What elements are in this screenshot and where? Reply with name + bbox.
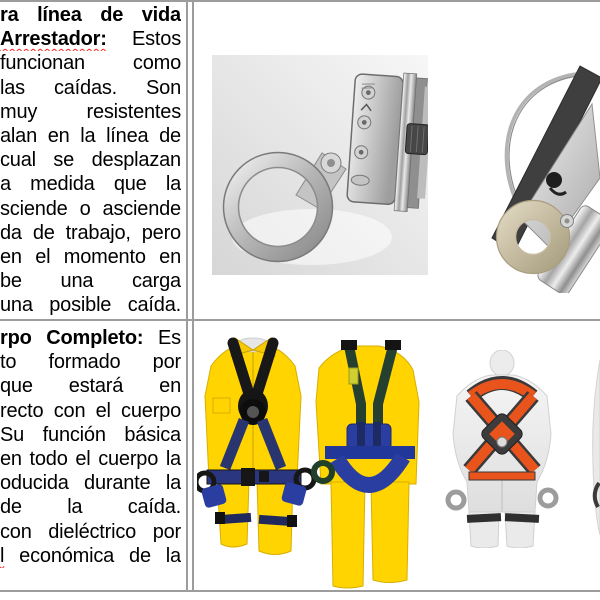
text-line	[0, 172, 181, 196]
text-cell-arrestador	[0, 3, 181, 319]
word: rpo	[0, 327, 32, 349]
word: en	[159, 375, 181, 398]
word: a	[0, 173, 11, 196]
label-tag	[349, 368, 358, 384]
text-line	[0, 269, 181, 293]
word: una	[60, 270, 94, 293]
text-line	[0, 471, 181, 495]
word: dieléctrico	[48, 520, 137, 543]
grab-body	[346, 70, 428, 213]
word: caída.	[127, 496, 181, 519]
table-border-top	[0, 0, 600, 2]
word: caídas.	[53, 76, 118, 99]
word: la	[80, 124, 96, 147]
word: por	[152, 520, 181, 543]
word: ra	[0, 4, 19, 26]
word: posible	[49, 294, 112, 317]
text-line	[0, 3, 181, 27]
word: la	[165, 544, 181, 567]
word: muy	[0, 100, 38, 123]
word: estará	[68, 375, 124, 398]
table-row-divider	[0, 319, 600, 321]
text-line	[0, 399, 181, 423]
word: línea	[37, 4, 82, 26]
word: de	[100, 4, 124, 26]
text-line	[0, 350, 181, 374]
side-loop-left	[448, 492, 464, 508]
figure-harness-orange	[443, 350, 565, 548]
word: la	[67, 496, 83, 519]
text-line	[0, 197, 181, 221]
waist-strap	[469, 472, 535, 480]
figure-harness-yellow	[197, 332, 428, 590]
word: la	[165, 472, 181, 495]
word: que	[113, 173, 147, 196]
mannequin-head	[490, 350, 514, 376]
figure-harness-sliver	[588, 355, 600, 560]
word: da	[0, 221, 22, 244]
word: funcionan	[0, 52, 85, 75]
word: Son	[146, 76, 181, 99]
word: la	[165, 173, 181, 196]
text-line	[0, 221, 181, 245]
beige-ring	[497, 201, 570, 274]
text-line	[0, 495, 181, 519]
shoulder-cap-right	[385, 340, 401, 350]
dorsal-dring	[497, 437, 507, 447]
text-line	[0, 423, 181, 447]
word: oducida	[0, 472, 69, 495]
word: el	[35, 245, 51, 268]
leg-back-left	[331, 482, 365, 588]
word: de	[0, 496, 22, 519]
figure-cable-grab	[480, 58, 600, 293]
word: l	[0, 544, 5, 567]
text-cell-arnes	[0, 326, 181, 572]
mannequin-back	[314, 340, 419, 588]
word: que	[0, 375, 33, 398]
text-line	[0, 544, 181, 568]
word: Su	[0, 423, 25, 446]
text-line	[0, 293, 181, 317]
word: Completo:	[46, 327, 144, 349]
side-loop-right	[540, 490, 556, 506]
figure-rope-grab	[212, 55, 428, 275]
word: be	[0, 270, 22, 293]
text-line	[0, 27, 181, 51]
word: Es	[158, 327, 181, 349]
word: cual	[0, 149, 36, 172]
mannequin-front	[197, 338, 314, 555]
word: trabajo,	[65, 221, 131, 244]
word: de	[129, 544, 151, 567]
word: de	[159, 124, 181, 147]
column-divider-left	[186, 0, 188, 592]
word: caída.	[127, 294, 181, 317]
word: recto	[0, 399, 44, 422]
word: en	[159, 245, 181, 268]
text-line	[0, 520, 181, 544]
shoulder-cap-left	[341, 340, 357, 350]
word: económica	[19, 544, 115, 567]
text-line	[0, 76, 181, 100]
word: asciende	[102, 197, 181, 220]
word: cuerpo	[98, 447, 159, 470]
leg-buckle-right	[287, 515, 297, 527]
word: resistentes	[86, 100, 181, 123]
word: por	[152, 351, 181, 374]
belt-keeper	[259, 471, 269, 482]
leg-back-right	[371, 482, 409, 583]
text-line	[0, 148, 181, 172]
word: el	[95, 399, 111, 422]
word: desplazan	[91, 149, 181, 172]
harness-photo-front-back	[197, 332, 428, 590]
word: to	[0, 351, 17, 374]
word: medida	[30, 173, 95, 196]
word: en	[0, 447, 22, 470]
word: carga	[131, 270, 181, 293]
word: básica	[124, 423, 181, 446]
word: línea	[106, 124, 149, 147]
sliver-mannequin	[593, 360, 600, 535]
text-line	[0, 374, 181, 398]
text-line	[0, 100, 181, 124]
word: en	[47, 124, 70, 147]
chest-ring-inner	[247, 406, 259, 418]
word: pero	[141, 221, 181, 244]
text-line	[0, 245, 181, 269]
text-line	[0, 124, 181, 148]
text-line	[0, 326, 181, 350]
word: de	[32, 221, 55, 244]
harness-photo-orange-back	[443, 350, 565, 548]
cable-grab-photo	[480, 58, 600, 293]
word: cuerpo	[121, 399, 181, 422]
word: función	[42, 423, 106, 446]
word: Estos	[131, 28, 181, 51]
leg-buckle-left	[215, 512, 225, 524]
rope-grab-photo	[212, 55, 428, 275]
word: una	[0, 294, 33, 317]
word: en	[0, 245, 22, 268]
word: el	[75, 447, 91, 470]
grab-pivot-center	[327, 159, 335, 167]
word: como	[132, 52, 181, 75]
table-border-bottom	[0, 590, 600, 592]
word: con	[0, 520, 32, 543]
word: o	[79, 197, 91, 220]
grab-cam	[546, 172, 562, 188]
word: formado	[48, 351, 121, 374]
column-divider-right	[192, 0, 194, 592]
word: vida	[141, 4, 181, 26]
word: durante	[84, 472, 151, 495]
belt-buckle	[241, 468, 255, 486]
word: se	[53, 149, 75, 172]
harness-photo-sliver	[588, 355, 600, 560]
word: con	[53, 399, 86, 422]
word: momento	[63, 245, 146, 268]
word: las	[0, 76, 25, 99]
word: sciende	[0, 197, 68, 220]
word: todo	[29, 447, 68, 470]
word: la	[165, 447, 181, 470]
word: Arrestador:	[0, 28, 107, 51]
text-line	[0, 447, 181, 471]
text-line	[0, 51, 181, 75]
word: alan	[0, 124, 38, 147]
ring-bolt-center	[565, 219, 570, 224]
